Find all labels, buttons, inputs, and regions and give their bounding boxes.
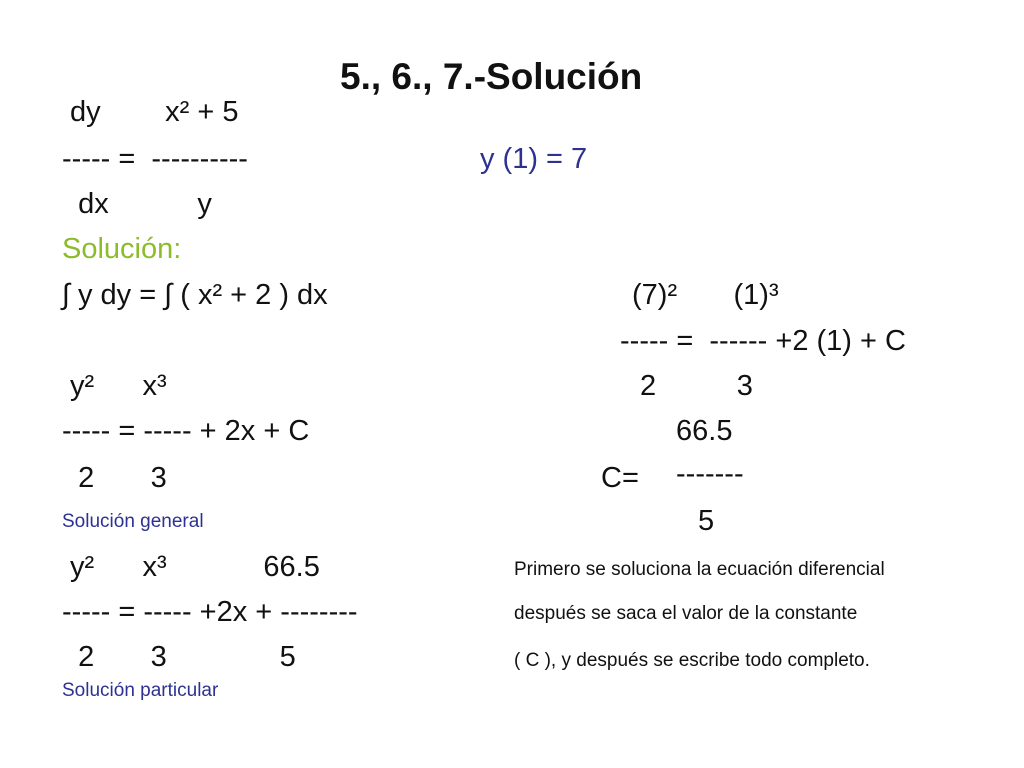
particular-fraction-line: ----- = ----- +2x + -------- (62, 596, 358, 628)
integral-equation: ∫ y dy = ∫ ( x² + 2 ) dx (62, 279, 328, 311)
constant-numerator: (7)² (1)³ (632, 279, 779, 311)
initial-condition: y (1) = 7 (480, 143, 588, 175)
solution-label: Solución: (62, 233, 182, 265)
particular-denominator: 2 3 5 (62, 641, 296, 673)
particular-numerator: y² x³ 66.5 (62, 551, 320, 583)
constant-c-numerator: 66.5 (676, 415, 733, 447)
explanation-line-2: después se saca el valor de la constante (514, 603, 858, 624)
constant-fraction-line: ----- = ------ +2 (1) + C (620, 325, 906, 357)
general-numerator: y² x³ (62, 370, 167, 402)
problem-denominator: dx y (62, 188, 212, 220)
explanation-line-3: ( C ), y después se escribe todo completo. (514, 650, 870, 671)
general-fraction-line: ----- = ----- + 2x + C (62, 415, 310, 447)
problem-fraction-line: ----- = ---------- (62, 143, 248, 175)
general-solution-label: Solución general (62, 511, 204, 532)
slide-title: 5., 6., 7.-Solución (340, 56, 643, 97)
explanation-line-1: Primero se soluciona la ecuación diferencial (514, 559, 885, 580)
particular-solution-label: Solución particular (62, 680, 219, 701)
constant-denominator: 2 3 (640, 370, 753, 402)
constant-c-denominator: 5 (698, 505, 715, 537)
constant-c-label: C= (601, 462, 639, 494)
constant-c-fraction-line: ------- (676, 458, 744, 490)
problem-numerator: dy x² + 5 (62, 96, 239, 128)
general-denominator: 2 3 (62, 462, 167, 494)
